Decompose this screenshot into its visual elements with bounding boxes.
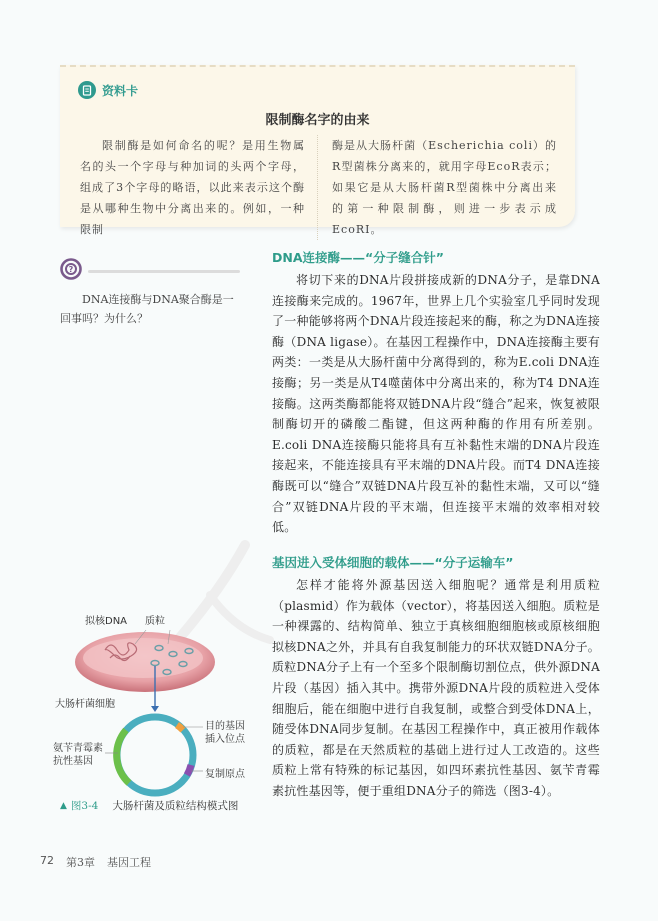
info-card-text-left: 限制酶是如何命名的呢？是用生物属名的头一个字母与种加词的头两个字母，组成了3个字母的略语，以此来表示这个酶是从哪种生物中分离出来的。例如，一种限制 [80, 135, 318, 240]
section-heading: 基因进入受体细胞的载体——“分子运输车” [272, 555, 514, 570]
section-vector [272, 553, 600, 802]
info-card-tag [78, 81, 138, 99]
info-card [60, 65, 575, 236]
page-footer [40, 854, 151, 870]
document-icon [78, 81, 96, 99]
label-plasmid: 质粒 [145, 616, 165, 627]
chapter-title: 基因工程 [107, 856, 151, 869]
info-card-text-right: 酶是从大肠杆菌（Escherichia coli）的R型菌株分离来的，就用字母EcoR表示；如果它是从大肠杆菌R型菌株中分离出来的第一种限制酶，则进一步表示成EcoRⅠ。 [332, 139, 557, 236]
label-ampicillin-resistance: 氨苄青霉素 抗性基因 [53, 743, 103, 767]
label-nucleoid-dna: 拟核DNA [85, 616, 128, 627]
chapter-label: 第3章 [66, 856, 95, 869]
triangle-icon: ▲ [60, 800, 67, 811]
think-divider [88, 270, 240, 273]
info-card-title: 限制酶名字的由来 [265, 113, 370, 128]
label-ecoli-cell: 大肠杆菌细胞 [55, 699, 115, 710]
info-card-label: 资料卡 [102, 83, 139, 98]
label-insertion-site: 目的基因 插入位点 [205, 721, 245, 745]
question-icon [60, 258, 82, 284]
section-dna-ligase [272, 248, 600, 538]
figure-3-4 [55, 600, 255, 815]
figure-caption-text: 大肠杆菌及质粒结构模式图 [112, 800, 239, 812]
figure-caption [60, 798, 238, 813]
section-heading: DNA连接酶——“分子缝合针” [272, 250, 444, 265]
section-body: 将切下来的DNA片段拼接成新的DNA分子，是靠DNA连接酶来完成的。1967年，世界上几个实验室几乎同时发现了一种能够将两个DNA片段连接起来的酶，称之为DNA连接酶（DNA ligase）。在基因工程操作中，DNA连接酶主要有两类：一类是从大肠杆菌中分离得到的，称为E.coli DNA连接酶；另一类是从T4噬菌体中分离出来的，称为T4 DNA连接酶。这两类酶都能将双链DNA片段“缝合”起来，恢复被限制酶切开的磷酸二酯键，但这两种酶的作用有所差别。E.coli DNA连接酶只能将具有互补黏性末端的DNA片段连接起来，不能连接具有平末端的DNA片段。而T4 DNA连接酶既可以“缝合”双链DNA片段互补的黏性末端，又可以“缝合”双链DNA片段的平末端，但连接平末端的效率相对较低。 [272, 273, 600, 535]
svg-text:?: ? [68, 265, 74, 274]
page-number: 72 [40, 854, 54, 867]
think-box [60, 258, 240, 328]
label-origin: 复制原点 [205, 769, 245, 780]
section-body: 怎样才能将外源基因送入细胞呢？通常是利用质粒（plasmid）作为载体（vector），将基因送入细胞。质粒是一种裸露的、结构简单、独立于真核细胞细胞核或原核细胞拟核DNA之外，并具有自我复制能力的环状双链DNA分子。质粒DNA分子上有一个至多个限制酶切割位点，供外源DNA片段（基因）插入其中。携带外源DNA片段的质粒进入受体细胞后，能在细胞中进行自我复制，或整合到受体DNA上，随受体DNA同步复制。在基因工程操作中，真正被用作载体的质粒，都是在天然质粒的基础上进行过人工改造的。这些质粒上常有特殊的标记基因，如四环素抗性基因、氨苄青霉素抗性基因等，便于重组DNA分子的筛选（图3-4）。 [272, 578, 600, 798]
think-question: DNA连接酶与DNA聚合酶是一回事吗？为什么？ [60, 293, 234, 325]
figure-number: 图3-4 [70, 800, 99, 812]
